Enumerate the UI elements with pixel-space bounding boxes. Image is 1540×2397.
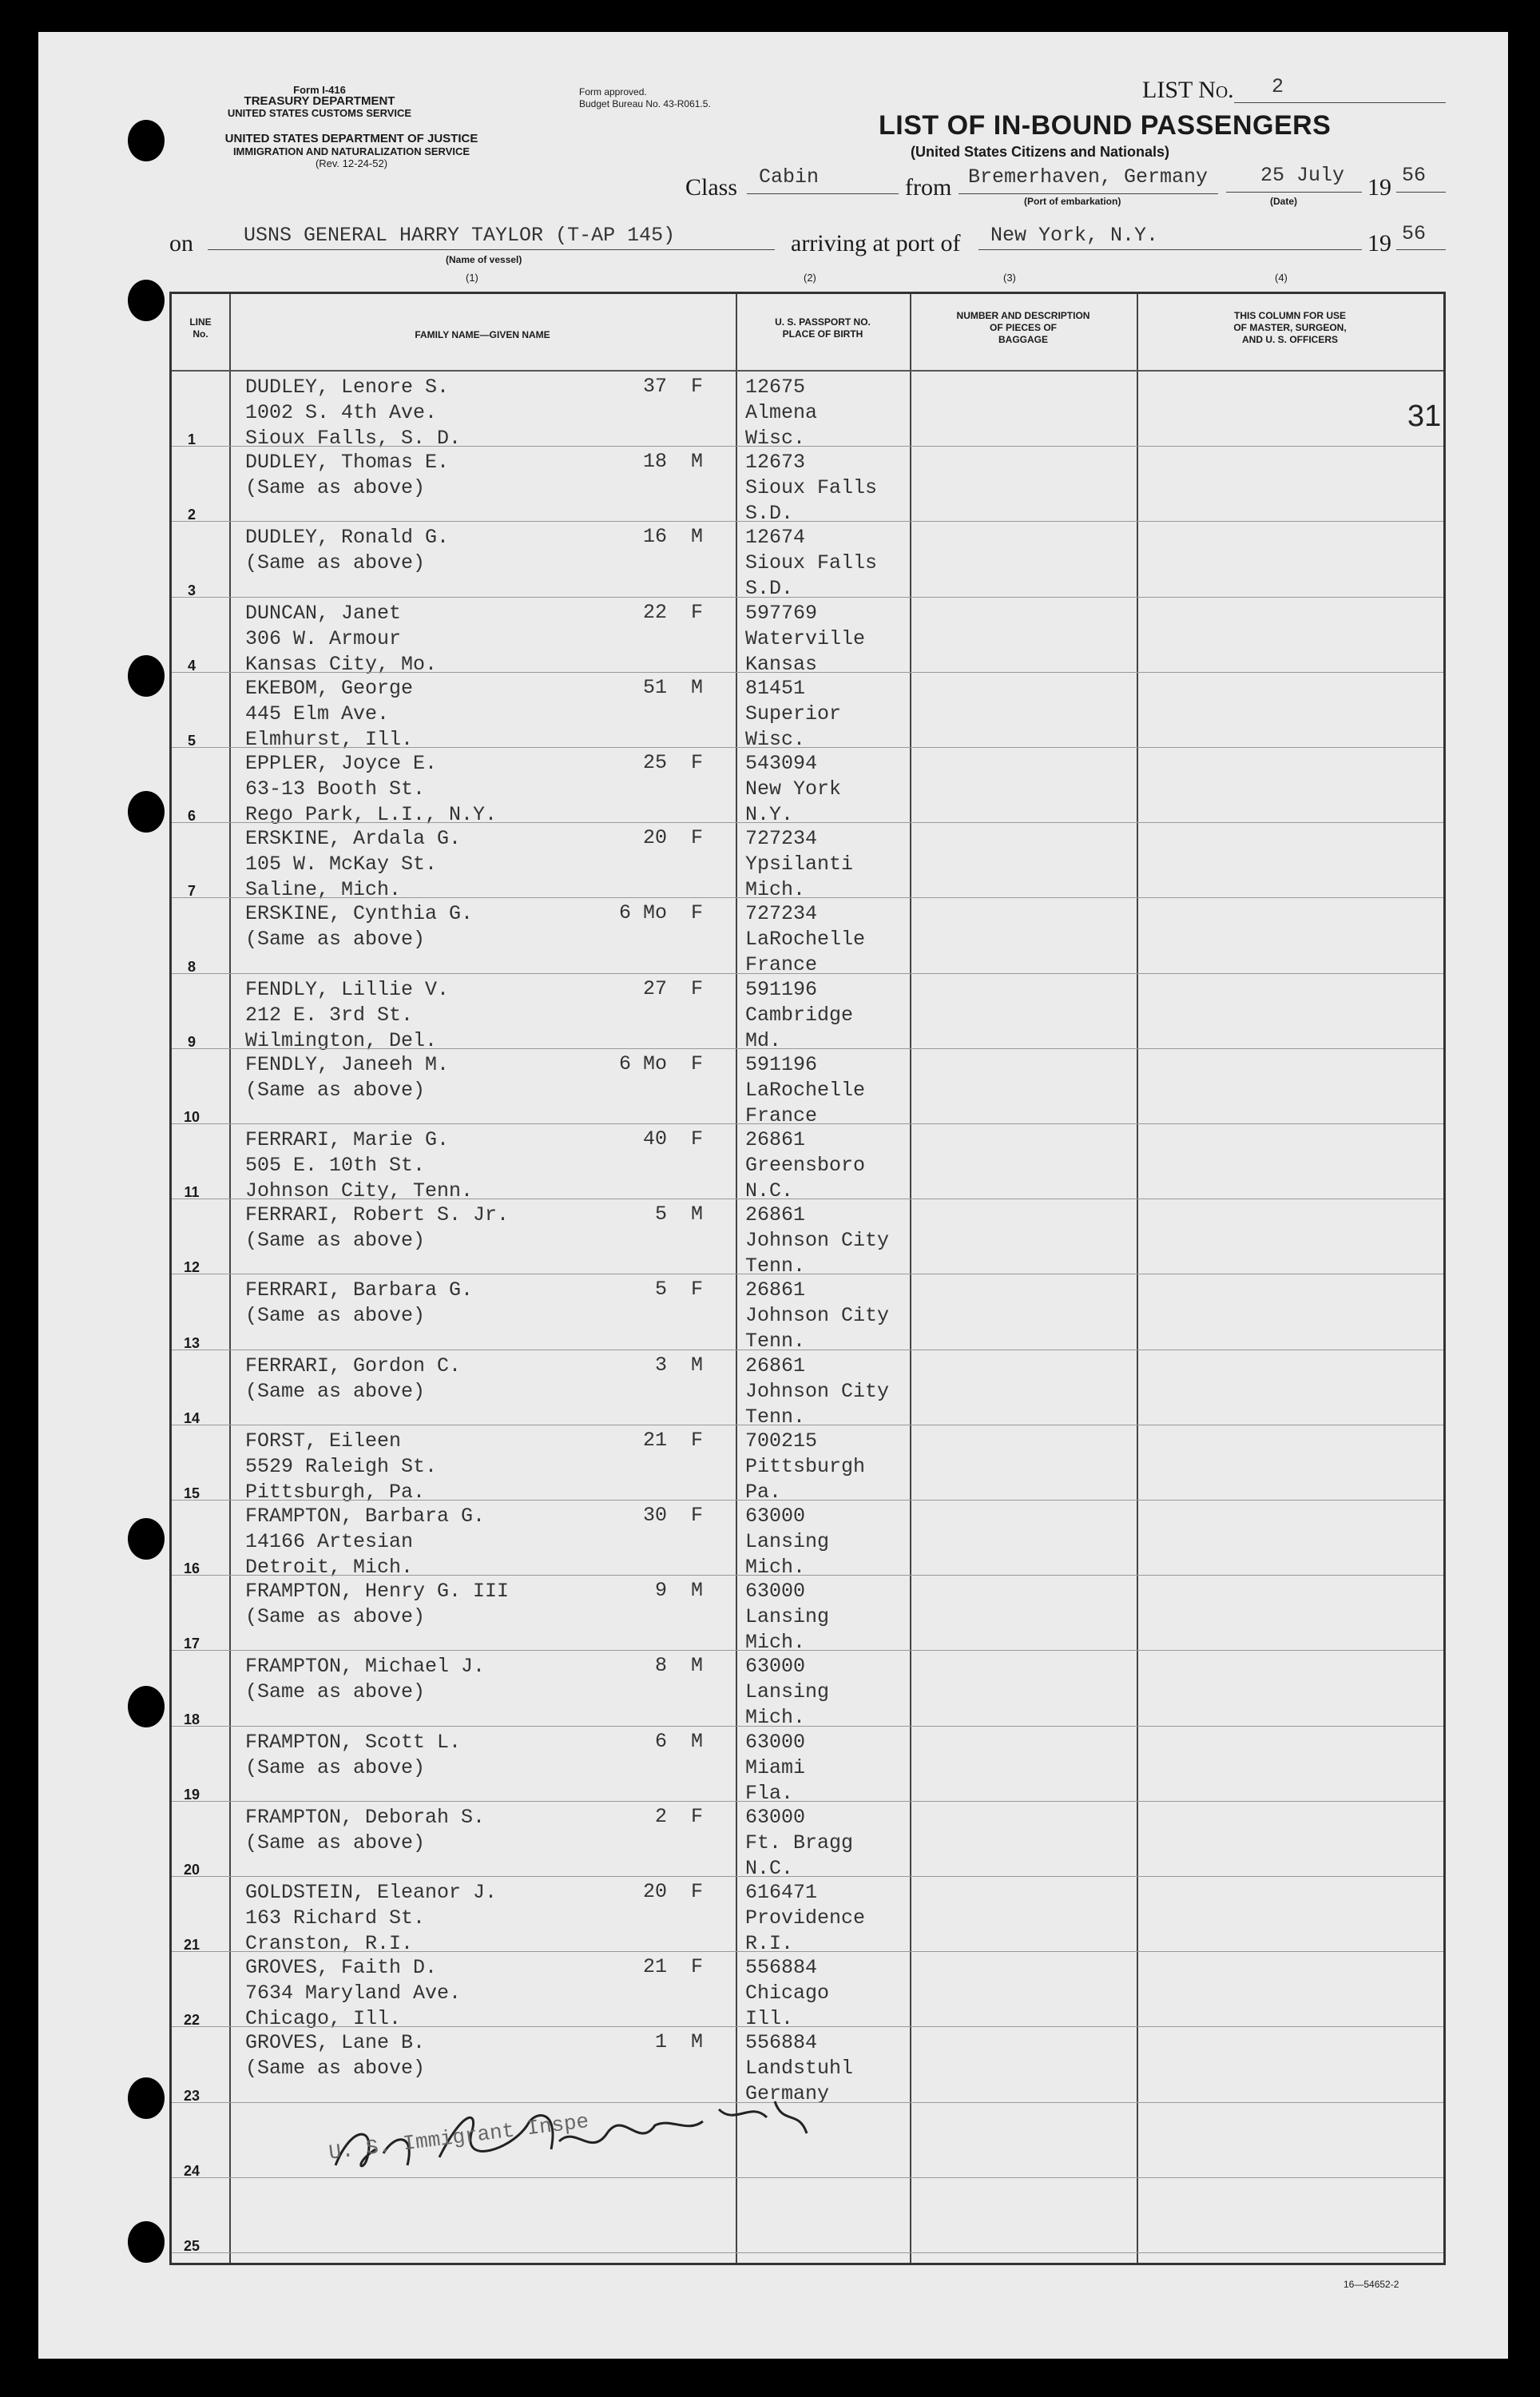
passport-birthplace: 556884 Chicago Ill. bbox=[745, 1956, 830, 2031]
table-row bbox=[172, 1350, 1443, 1429]
line-number: 8 bbox=[187, 958, 196, 975]
line-number: 4 bbox=[187, 657, 196, 674]
form-id: Form I-416 bbox=[293, 84, 346, 96]
passenger-age: 27 bbox=[642, 976, 667, 1000]
passenger-sex: F bbox=[691, 1955, 704, 1979]
passport-birthplace: 12673 Sioux Falls S.D. bbox=[745, 451, 878, 526]
passenger-age: 6 bbox=[654, 1729, 667, 1753]
line-number: 3 bbox=[187, 582, 196, 598]
passport-birthplace: 63000 Ft. Bragg N.C. bbox=[745, 1805, 854, 1880]
line-number: 10 bbox=[183, 1108, 200, 1125]
passenger-age: 3 bbox=[654, 1353, 667, 1377]
passenger-sex: M bbox=[691, 675, 704, 699]
year-prefix-2: 19 bbox=[1367, 230, 1391, 256]
passenger-age: 6 Mo bbox=[618, 901, 667, 925]
vessel-caption: (Name of vessel) bbox=[446, 254, 522, 265]
on-label: on bbox=[169, 230, 193, 256]
passenger-name-address: FRAMPTON, Michael J. (Same as above) bbox=[245, 1655, 486, 1704]
departure-date: 25 July bbox=[1260, 164, 1345, 187]
class-label: Class bbox=[685, 174, 738, 201]
revision: (Rev. 12-24-52) bbox=[315, 157, 388, 169]
line-number: 22 bbox=[183, 2012, 200, 2029]
passport-birthplace: 591196 LaRochelle France bbox=[745, 1052, 866, 1127]
line-number: 14 bbox=[183, 1409, 200, 1426]
line-number: 7 bbox=[187, 883, 196, 900]
passenger-name-address: GOLDSTEIN, Eleanor J. 163 Richard St. Cranston, R.I. bbox=[245, 1881, 498, 1955]
passenger-sex: F bbox=[691, 901, 704, 925]
line-number: 17 bbox=[183, 1636, 200, 1652]
header-baggage: NUMBER AND DESCRIPTION OF PIECES OF BAGGAGE bbox=[956, 310, 1090, 345]
passport-birthplace: 63000 Lansing Mich. bbox=[745, 1505, 830, 1579]
passport-birthplace: 81451 Superior Wisc. bbox=[745, 676, 842, 751]
punch-hole bbox=[128, 655, 165, 697]
passenger-age: 18 bbox=[642, 450, 667, 474]
embarkation-port: Bremerhaven, Germany bbox=[968, 165, 1209, 189]
form-approved: Form approved. bbox=[579, 86, 647, 97]
line-number: 12 bbox=[183, 1259, 200, 1276]
arrival-port: New York, N.Y. bbox=[990, 224, 1159, 247]
budget-bureau: Budget Bureau No. 43-R061.5. bbox=[579, 98, 711, 109]
passenger-age: 40 bbox=[642, 1127, 667, 1151]
line-number: 18 bbox=[183, 1711, 200, 1727]
port-caption: (Port of embarkation) bbox=[1024, 196, 1121, 207]
punch-hole bbox=[128, 1686, 165, 1727]
passenger-table bbox=[169, 292, 1446, 2265]
passenger-sex: F bbox=[691, 1278, 704, 1302]
passenger-sex: M bbox=[691, 1353, 704, 1377]
passport-birthplace: 63000 Lansing Mich. bbox=[745, 1655, 830, 1730]
justice-dept: UNITED STATES DEPARTMENT OF JUSTICE bbox=[224, 132, 478, 145]
passport-birthplace: 12674 Sioux Falls S.D. bbox=[745, 526, 878, 601]
passenger-name-address: FORST, Eileen 5529 Raleigh St. Pittsburgh, Pa. bbox=[245, 1429, 438, 1504]
passport-birthplace: 591196 Cambridge Md. bbox=[745, 977, 854, 1052]
passenger-age: 25 bbox=[642, 751, 667, 774]
line-number: 6 bbox=[187, 808, 196, 825]
punch-hole bbox=[128, 2077, 165, 2119]
class-value: Cabin bbox=[759, 165, 820, 189]
passenger-name-address: EKEBOM, George 445 Elm Ave. Elmhurst, Ill. bbox=[245, 676, 414, 751]
passenger-name-address: FERRARI, Robert S. Jr. (Same as above) bbox=[245, 1203, 510, 1253]
table-row bbox=[172, 1952, 1443, 2031]
line-number: 5 bbox=[187, 732, 196, 749]
table-row bbox=[172, 823, 1443, 902]
customs-service: UNITED STATES CUSTOMS SERVICE bbox=[227, 107, 412, 119]
passenger-sex: F bbox=[691, 375, 704, 398]
passenger-name-address: GROVES, Lane B. (Same as above) bbox=[245, 2031, 426, 2081]
passenger-name-address: ERSKINE, Cynthia G. (Same as above) bbox=[245, 902, 474, 952]
passenger-sex: F bbox=[691, 826, 704, 850]
passenger-sex: F bbox=[691, 1804, 704, 1828]
passenger-age: 37 bbox=[642, 375, 667, 398]
passenger-sex: F bbox=[691, 751, 704, 774]
passenger-age: 20 bbox=[642, 826, 667, 850]
page-subtitle: (United States Citizens and Nationals) bbox=[911, 144, 1170, 160]
punch-hole bbox=[128, 1518, 165, 1560]
ins: IMMIGRATION AND NATURALIZATION SERVICE bbox=[232, 145, 470, 157]
line-number: 16 bbox=[183, 1560, 200, 1577]
list-label: LIST No. bbox=[1142, 77, 1234, 103]
passenger-sex: F bbox=[691, 976, 704, 1000]
passenger-age: 1 bbox=[654, 2030, 667, 2054]
passenger-age: 5 bbox=[654, 1278, 667, 1302]
table-row bbox=[172, 1802, 1443, 1880]
passenger-name-address: DUNCAN, Janet 306 W. Armour Kansas City, Mo. bbox=[245, 601, 438, 676]
table-row bbox=[172, 673, 1443, 751]
table-row bbox=[172, 1501, 1443, 1579]
passport-birthplace: 597769 Waterville Kansas bbox=[745, 601, 866, 676]
date-caption: (Date) bbox=[1270, 196, 1298, 207]
passenger-age: 6 Mo bbox=[618, 1051, 667, 1075]
passenger-sex: M bbox=[691, 525, 704, 549]
passport-birthplace: 616471 Providence R.I. bbox=[745, 1881, 866, 1955]
passenger-age: 5 bbox=[654, 1202, 667, 1226]
line-number: 1 bbox=[187, 431, 196, 448]
passenger-age: 20 bbox=[642, 1880, 667, 1903]
line-number: 19 bbox=[183, 1786, 200, 1803]
header-officers: THIS COLUMN FOR USE OF MASTER, SURGEON, AND U. S. OFFICERS bbox=[1233, 310, 1347, 345]
passport-birthplace: 700215 Pittsburgh Pa. bbox=[745, 1429, 866, 1504]
passenger-sex: F bbox=[691, 1504, 704, 1527]
passenger-sex: F bbox=[691, 1428, 704, 1452]
passenger-name-address: FERRARI, Gordon C. (Same as above) bbox=[245, 1354, 462, 1403]
line-number: 25 bbox=[183, 2237, 200, 2254]
table-row bbox=[172, 1877, 1443, 1955]
passenger-name-address: FENDLY, Lillie V. 212 E. 3rd St. Wilmington, Del. bbox=[245, 977, 450, 1052]
passport-birthplace: 26861 Greensboro N.C. bbox=[745, 1128, 866, 1202]
line-number: 21 bbox=[183, 1937, 200, 1954]
col-num-1: (1) bbox=[466, 272, 478, 284]
passenger-name-address: EPPLER, Joyce E. 63-13 Booth St. Rego Park, L.I., N.Y. bbox=[245, 752, 498, 826]
passenger-sex: M bbox=[691, 450, 704, 474]
header-line-no: LINE No. bbox=[189, 316, 212, 340]
year-prefix: 19 bbox=[1367, 174, 1391, 201]
passenger-age: 2 bbox=[654, 1804, 667, 1828]
table-row bbox=[172, 1576, 1443, 1655]
passenger-name-address: DUDLEY, Lenore S. 1002 S. 4th Ave. Sioux Falls, S. D. bbox=[245, 376, 462, 450]
passenger-sex: F bbox=[691, 600, 704, 624]
header-passport: U. S. PASSPORT NO. PLACE OF BIRTH bbox=[775, 316, 871, 340]
passport-birthplace: 26861 Johnson City Tenn. bbox=[745, 1354, 890, 1429]
passport-birthplace: 543094 New York N.Y. bbox=[745, 752, 842, 826]
passenger-sex: F bbox=[691, 1127, 704, 1151]
passenger-sex: F bbox=[691, 1880, 704, 1903]
passenger-name-address: GROVES, Faith D. 7634 Maryland Ave. Chicago, Ill. bbox=[245, 1956, 462, 2031]
form-footer: 16—54652-2 bbox=[1344, 2279, 1399, 2290]
line-number: 9 bbox=[187, 1033, 196, 1050]
passport-birthplace: 26861 Johnson City Tenn. bbox=[745, 1203, 890, 1278]
col-num-4: (4) bbox=[1275, 272, 1288, 284]
passenger-age: 51 bbox=[642, 675, 667, 699]
col-num-2: (2) bbox=[804, 272, 816, 284]
row-divider bbox=[172, 2252, 1443, 2253]
passenger-name-address: FENDLY, Janeeh M. (Same as above) bbox=[245, 1052, 450, 1102]
line-number: 11 bbox=[184, 1184, 200, 1201]
passenger-age: 30 bbox=[642, 1504, 667, 1527]
table-row bbox=[172, 598, 1443, 676]
passenger-sex: M bbox=[691, 1654, 704, 1678]
passenger-name-address: FRAMPTON, Barbara G. 14166 Artesian Detroit, Mich. bbox=[245, 1505, 486, 1579]
table-row bbox=[172, 372, 1443, 450]
passport-birthplace: 26861 Johnson City Tenn. bbox=[745, 1278, 890, 1354]
from-label: from bbox=[905, 174, 952, 201]
passenger-age: 21 bbox=[642, 1955, 667, 1979]
table-row bbox=[172, 748, 1443, 826]
passport-birthplace: 12675 Almena Wisc. bbox=[745, 376, 818, 450]
treasury-dept: TREASURY DEPARTMENT bbox=[244, 94, 395, 108]
page-title: LIST OF IN-BOUND PASSENGERS bbox=[879, 110, 1332, 141]
line-number: 20 bbox=[183, 1861, 200, 1878]
passenger-name-address: FERRARI, Barbara G. (Same as above) bbox=[245, 1278, 474, 1328]
line-number: 23 bbox=[183, 2087, 200, 2104]
punch-hole bbox=[128, 791, 165, 833]
passenger-sex: M bbox=[691, 1579, 704, 1603]
passenger-sex: F bbox=[691, 1051, 704, 1075]
table-row bbox=[172, 1199, 1443, 1278]
passenger-name-address: DUDLEY, Thomas E. (Same as above) bbox=[245, 451, 450, 500]
year-value: 56 bbox=[1402, 164, 1427, 187]
line-number: 13 bbox=[183, 1334, 200, 1351]
line-number: 15 bbox=[183, 1485, 200, 1501]
year-value-2: 56 bbox=[1402, 222, 1427, 245]
arriving-label: arriving at port of bbox=[791, 230, 961, 256]
punch-hole bbox=[128, 280, 165, 321]
table-row bbox=[172, 522, 1443, 601]
line-number: 2 bbox=[187, 507, 196, 523]
list-number: 2 bbox=[1272, 75, 1284, 98]
passenger-name-address: FERRARI, Marie G. 505 E. 10th St. Johnson City, Tenn. bbox=[245, 1128, 474, 1202]
passenger-sex: M bbox=[691, 2030, 704, 2054]
table-row bbox=[172, 1274, 1443, 1354]
table-row bbox=[172, 1425, 1443, 1504]
passenger-name-address: DUDLEY, Ronald G. (Same as above) bbox=[245, 526, 450, 575]
passenger-name-address: FRAMPTON, Deborah S. (Same as above) bbox=[245, 1805, 486, 1854]
passenger-sex: M bbox=[691, 1202, 704, 1226]
table-row bbox=[172, 974, 1443, 1052]
passenger-name-address: FRAMPTON, Scott L. (Same as above) bbox=[245, 1730, 462, 1779]
table-row bbox=[172, 898, 1443, 977]
passenger-age: 16 bbox=[642, 525, 667, 549]
passenger-age: 22 bbox=[642, 600, 667, 624]
table-row bbox=[172, 1124, 1443, 1202]
vessel-name: USNS GENERAL HARRY TAYLOR (T-AP 145) bbox=[244, 224, 676, 247]
passenger-name-address: ERSKINE, Ardala G. 105 W. McKay St. Saline, Mich. bbox=[245, 827, 462, 902]
table-row bbox=[172, 1651, 1443, 1730]
passenger-age: 21 bbox=[642, 1428, 667, 1452]
immigrant-inspector-stamp: U. S. Immigrant Inspe bbox=[327, 2109, 590, 2165]
passport-birthplace: 63000 Miami Fla. bbox=[745, 1730, 806, 1805]
table-row bbox=[172, 1727, 1443, 1805]
passenger-age: 8 bbox=[654, 1654, 667, 1678]
passport-birthplace: 556884 Landstuhl Germany bbox=[745, 2031, 854, 2106]
passenger-name-address: FRAMPTON, Henry G. III (Same as above) bbox=[245, 1580, 510, 1629]
page-number: 31 bbox=[1407, 400, 1442, 433]
header-name: FAMILY NAME—GIVEN NAME bbox=[415, 329, 550, 340]
passport-birthplace: 63000 Lansing Mich. bbox=[745, 1580, 830, 1655]
passport-birthplace: 727234 LaRochelle France bbox=[745, 902, 866, 977]
col-num-3: (3) bbox=[1003, 272, 1016, 284]
passenger-age: 9 bbox=[654, 1579, 667, 1603]
passenger-sex: M bbox=[691, 1729, 704, 1753]
passport-birthplace: 727234 Ypsilanti Mich. bbox=[745, 827, 854, 902]
table-row bbox=[172, 447, 1443, 526]
line-number: 24 bbox=[183, 2162, 200, 2179]
table-row bbox=[172, 1049, 1443, 1127]
punch-hole bbox=[128, 2221, 165, 2263]
